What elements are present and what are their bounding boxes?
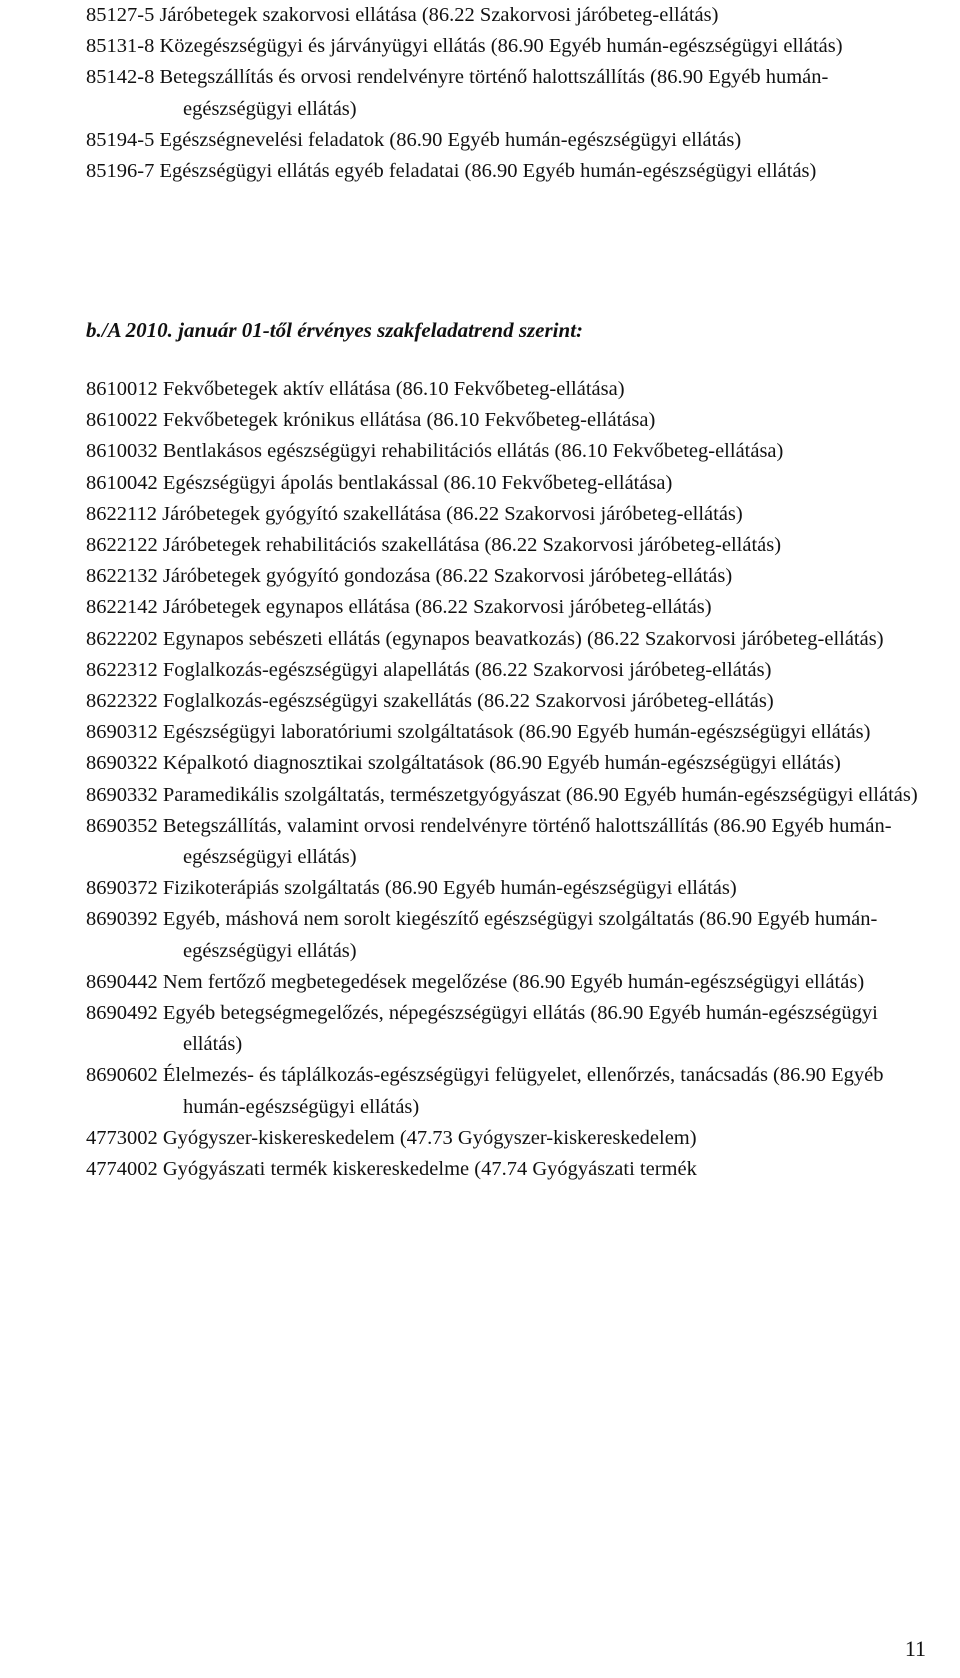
list-item: 85194-5 Egészségnevelési feladatok (86.90 Egyéb humán-egészségügyi ellátás) xyxy=(86,128,742,151)
list-item: 4773002 Gyógyszer-kiskereskedelem (47.73 Gyógyszer-kiskereskedelem) xyxy=(86,1126,697,1149)
list-item: 8690322 Képalkotó diagnosztikai szolgáltatások (86.90 Egyéb humán-egészségügyi ellátás) xyxy=(86,752,841,775)
list-item: 8690372 Fizikoterápiás szolgáltatás (86.90 Egyéb humán-egészségügyi ellátás) xyxy=(86,877,737,900)
list-item: 8622142 Járóbetegek egynapos ellátása (86.22 Szakorvosi járóbeteg-ellátás) xyxy=(86,596,712,619)
list-item: 8622322 Foglalkozás-egészségügyi szakellátás (86.22 Szakorvosi járóbeteg-ellátás) xyxy=(86,690,774,713)
list-item: 85127-5 Járóbetegek szakorvosi ellátása (86.22 Szakorvosi járóbeteg-ellátás) xyxy=(86,4,719,26)
list-item: 4774002 Gyógyászati termék kiskereskedelme (47.74 Gyógyászati termék xyxy=(86,1158,697,1181)
list-item: 8690442 Nem fertőző megbetegedések megelőzése (86.90 Egyéb humán-egészségügyi ellátás) xyxy=(86,970,865,993)
list-item: 8690332 Paramedikális szolgáltatás, természetgyógyászat (86.90 Egyéb humán-egészségügyi ellátás) xyxy=(86,783,918,806)
list-item: 85196-7 Egészségügyi ellátás egyéb feladatai (86.90 Egyéb humán-egészségügyi ellátás) xyxy=(86,160,817,183)
list-item: 8610012 Fekvőbetegek aktív ellátása (86.10 Fekvőbeteg-ellátása) xyxy=(86,378,625,400)
list-item: 85131-8 Közegészségügyi és járványügyi ellátás (86.90 Egyéb humán-egészségügyi ellátás) xyxy=(86,35,843,58)
list-item: 8622312 Foglalkozás-egészségügyi alapellátás (86.22 Szakorvosi járóbeteg-ellátás) xyxy=(86,658,772,681)
list-item: 8622202 Egynapos sebészeti ellátás (egynapos beavatkozás) (86.22 Szakorvosi járóbeteg-ellátás) xyxy=(86,627,884,650)
list-item: 8622112 Járóbetegek gyógyító szakellátása (86.22 Szakorvosi járóbeteg-ellátás) xyxy=(86,502,743,525)
list-item: 8622132 Járóbetegek gyógyító gondozása (86.22 Szakorvosi járóbeteg-ellátás) xyxy=(86,565,733,588)
list-item: 85142-8 Betegszállítás és orvosi rendelvényre történő halottszállítás (86.90 Egyéb humán-egészségügyi ellátás) xyxy=(86,66,829,120)
list-item: 8610042 Egészségügyi ápolás bentlakással (86.10 Fekvőbeteg-ellátása) xyxy=(86,471,673,494)
list-item: 8610022 Fekvőbetegek krónikus ellátása (86.10 Fekvőbeteg-ellátása) xyxy=(86,409,656,432)
page-number: 11 xyxy=(904,1636,926,1661)
activity-list-previous xyxy=(86,0,936,187)
activity-list-2010 xyxy=(86,374,936,1185)
list-item: 8690352 Betegszállítás, valamint orvosi rendelvényre történő halottszállítás (86.90 Egyéb humán-egészségügyi ellátás) xyxy=(86,814,892,869)
section-heading: b./A 2010. január 01-től érvényes szakfeladatrend szerint: xyxy=(86,318,584,342)
list-item: 8622122 Járóbetegek rehabilitációs szakellátása (86.22 Szakorvosi járóbeteg-ellátás) xyxy=(86,534,782,557)
list-item: 8690392 Egyéb, máshová nem sorolt kiegészítő egészségügyi szolgáltatás (86.90 Egyéb humán-egészségügyi ellátás) xyxy=(86,908,878,962)
list-item: 8690312 Egészségügyi laboratóriumi szolgáltatások (86.90 Egyéb humán-egészségügyi ellátás) xyxy=(86,721,871,744)
list-item: 8690602 Élelmezés- és táplálkozás-egészségügyi felügyelet, ellenőrzés, tanácsadás (86.90 Egyéb humán-egészségügyi ellátás) xyxy=(86,1064,884,1118)
list-item: 8610032 Bentlakásos egészségügyi rehabilitációs ellátás (86.10 Fekvőbeteg-ellátása) xyxy=(86,440,784,463)
list-item: 8690492 Egyéb betegségmegelőzés, népegészségügyi ellátás (86.90 Egyéb humán-egészségügyi ellátás) xyxy=(86,1002,878,1056)
